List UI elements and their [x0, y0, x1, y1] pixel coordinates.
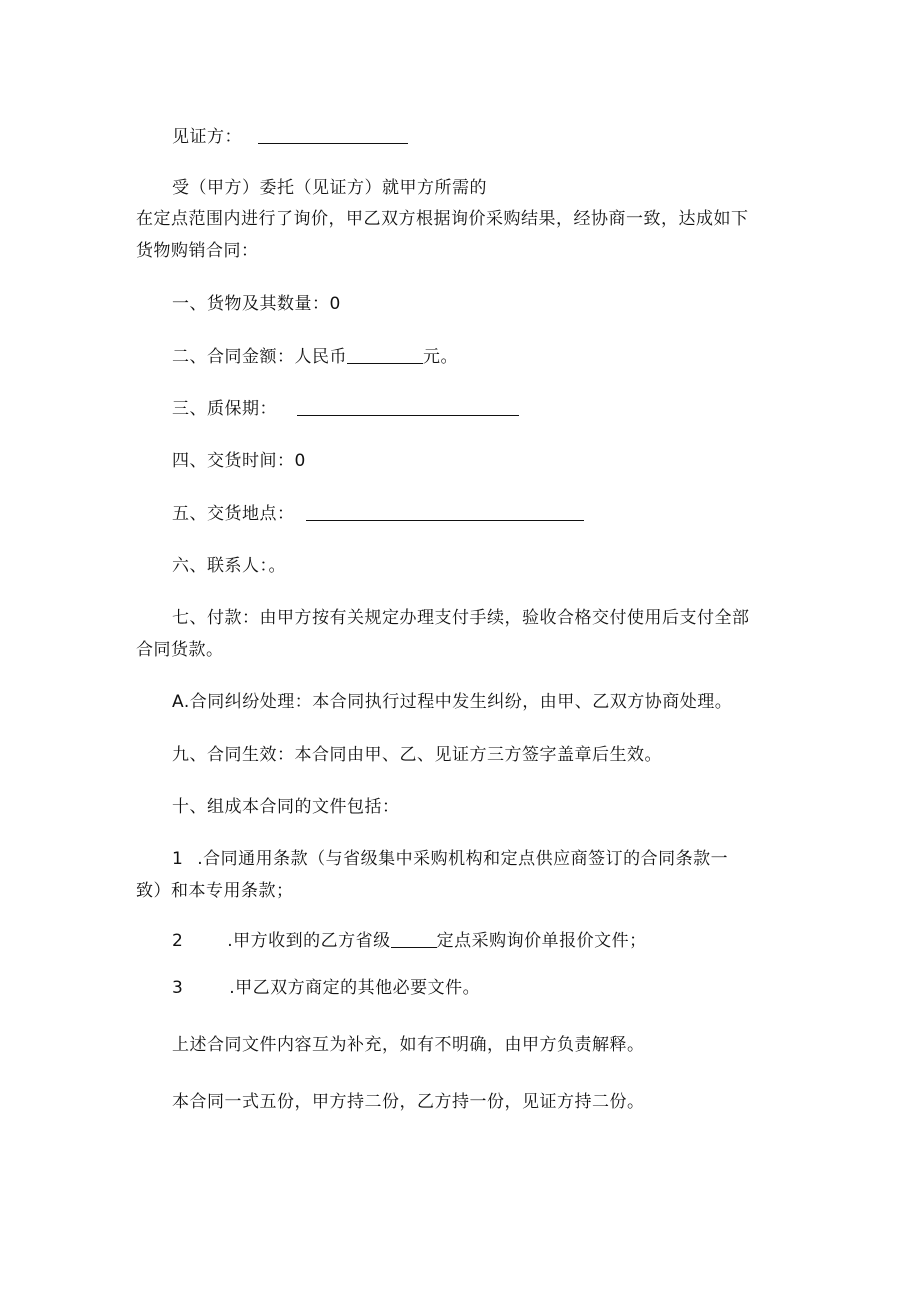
sub-item-2-prefix: .甲方收到的乙方省级: [227, 931, 391, 951]
delivery-place-label: 五、交货地点：: [172, 504, 295, 524]
item-documents: 十、组成本合同的文件包括：: [172, 797, 400, 817]
item-payment-line-2: 合同货款。: [136, 640, 224, 660]
sub-item-3: [172, 977, 480, 999]
sub-item-2-blank: [391, 931, 437, 948]
amount-blank: [347, 347, 423, 364]
sub-item-2: [172, 930, 647, 952]
item-delivery-time: 四、交货时间：0: [172, 451, 306, 471]
sub-item-1-line-2: 致）和本专用条款；: [136, 881, 294, 901]
sub-item-1-text: .合同通用条款（与省级集中采购机构和定点供应商签订的合同条款一: [197, 849, 729, 869]
sub-item-2-suffix: 定点采购询价单报价文件；: [436, 931, 647, 951]
item-goods-quantity: 一、货物及其数量：0: [172, 294, 341, 314]
intro-line-2: 货物购销合同：: [136, 241, 259, 261]
intro-line-1: 在定点范围内进行了询价，甲乙双方根据询价采购结果，经协商一致，达成如下: [136, 209, 749, 229]
witness-blank: [258, 127, 408, 144]
delivery-place-blank: [306, 504, 584, 521]
witness-label: 见证方：: [172, 127, 242, 147]
sub-item-3-text: .甲乙双方商定的其他必要文件。: [229, 978, 481, 998]
amount-suffix: 元。: [423, 347, 458, 367]
item-warranty: [172, 398, 519, 420]
sub-item-1-number: 1: [172, 849, 184, 869]
item-contract-amount: [172, 346, 458, 368]
item-contact: 六、联系人：。: [172, 556, 286, 576]
entrust-line: 受（甲方）委托（见证方）就甲方所需的: [172, 178, 487, 198]
item-effective: 九、合同生效：本合同由甲、乙、见证方三方签字盖章后生效。: [172, 745, 662, 765]
sub-item-3-number: 3: [172, 978, 184, 998]
sub-item-2-number: 2: [172, 931, 184, 951]
item-delivery-place: [172, 503, 584, 525]
sub-item-1-line-1: [172, 848, 728, 870]
witness-line: [172, 126, 408, 148]
warranty-label: 三、质保期：: [172, 399, 277, 419]
item-payment-line-1: 七、付款：由甲方按有关规定办理支付手续，验收合格交付使用后支付全部: [172, 608, 750, 628]
supplement-clause: 上述合同文件内容互为补充，如有不明确，由甲方负责解释。: [172, 1035, 645, 1055]
warranty-blank: [297, 399, 519, 416]
item-dispute: A.合同纠纷处理：本合同执行过程中发生纠纷，由甲、乙双方协商处理。: [172, 692, 733, 712]
copies-clause: 本合同一式五份，甲方持二份，乙方持一份，见证方持二份。: [172, 1092, 645, 1112]
amount-prefix: 二、合同金额：人民币: [172, 347, 347, 367]
